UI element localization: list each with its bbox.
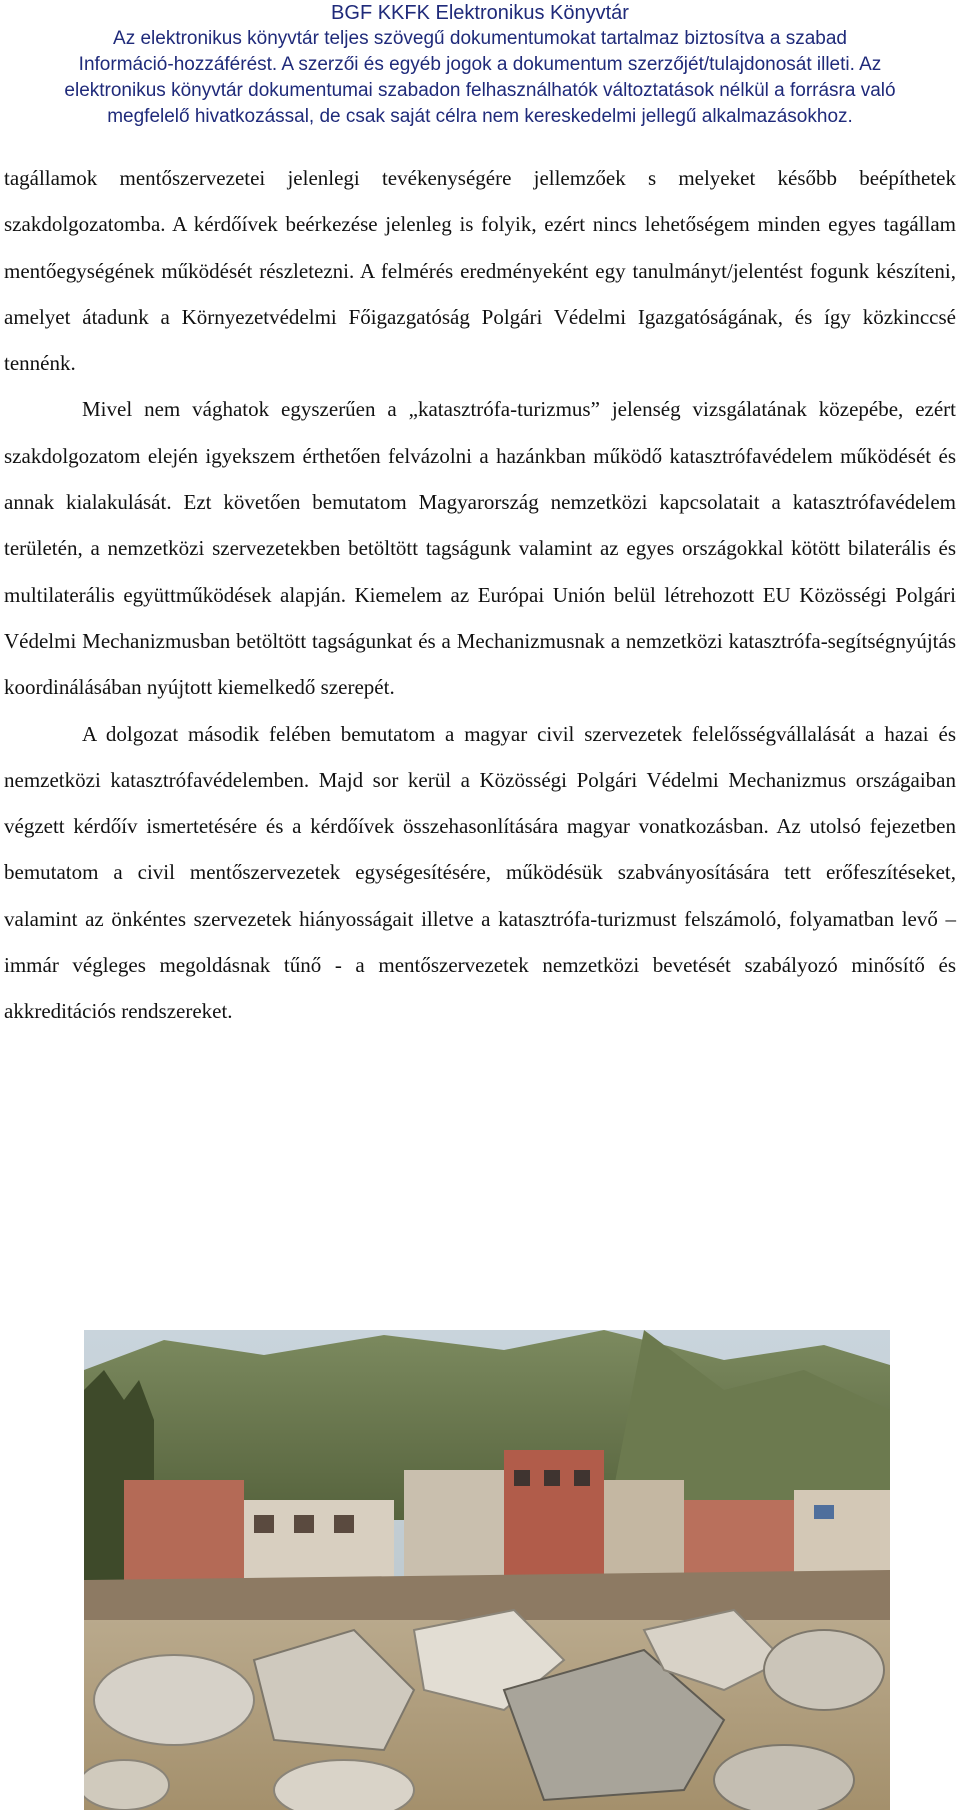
paragraph-1: tagállamok mentőszervezetei jelenlegi tevékenységére jellemzőek s melyeket később beépíthetek szakdolgozatomba. A kérdőívek beérkezése jelenleg is folyik, ezért nincs lehetőségem minden egyes tagállam mentőegységének működését részletezni. A felmérés eredményeként egy tanulmányt/jelentést fogunk készíteni, amelyet átadunk a Környezetvédelmi Főigazgatóság Polgári Védelmi Igazgatóságának, és így közkinccsé tennénk. (4, 166, 956, 376)
header-line-2: Az elektronikus könyvtár teljes szövegű dokumentumokat tartalmaz biztosítva a szabad (113, 28, 847, 49)
library-header (0, 0, 960, 130)
disaster-rubble-photo (84, 1330, 890, 1810)
header-line-5: megfelelő hivatkozással, de csak saját célra nem kereskedelmi jellegű alkalmazásokhoz. (107, 106, 853, 127)
paragraph-3: A dolgozat második felében bemutatom a magyar civil szervezetek felelősségvállalását a hazai és nemzetközi katasztrófavédelemben. Majd sor kerül a Közösségi Polgári Védelmi Mechanizmus országaiban végzett kérdőív ismertetésére és a kérdőívek összehasonlítására magyar vonatkozásban. Az utolsó fejezetben bemutatom a civil mentőszervezetek egységesítésére, működésük szabványosítására tett erőfeszítéseket, valamint az önkéntes szervezetek hiányosságait illetve a katasztrófa-turizmust felszámoló, folyamatban levő – immár végleges megoldásnak tűnő - a mentőszervezetek nemzetközi bevetését szabályozó minősítő és akkreditációs rendszereket. (4, 721, 956, 1024)
paragraph-2: Mivel nem vághatok egyszerűen a „katasztrófa-turizmus” jelenség vizsgálatának közepébe, ezért szakdolgozatom elején igyekszem érthetően felvázolni a hazánkban működő katasztrófavédelem működését és annak kialakulását. Ezt követően bemutatom Magyarország nemzetközi kapcsolatait a katasztrófavédelem területén, a nemzetközi szervezetekben betöltött tagságunk valamint az egyes országokkal kötött bilaterális és multilaterális együttműködések alapján. Kiemelem az Európai Unión belül létrehozott EU Közösségi Polgári Védelmi Mechanizmusban betöltött tagságunkat és a Mechanizmusnak a nemzetközi katasztrófa-segítségnyújtás koordinálásában nyújtott kiemelkedő szerepét. (4, 397, 956, 700)
document-body (4, 155, 956, 1035)
header-line-4: elektronikus könyvtár dokumentumai szabadon felhasználhatók változtatások nélkül a forrásra való (64, 80, 896, 101)
header-title: BGF KKFK Elektronikus Könyvtár (331, 2, 629, 24)
header-line-3: Információ-hozzáférést. A szerzői és egyéb jogok a dokumentum szerzőjét/tulajdonosát illeti. Az (78, 54, 882, 75)
